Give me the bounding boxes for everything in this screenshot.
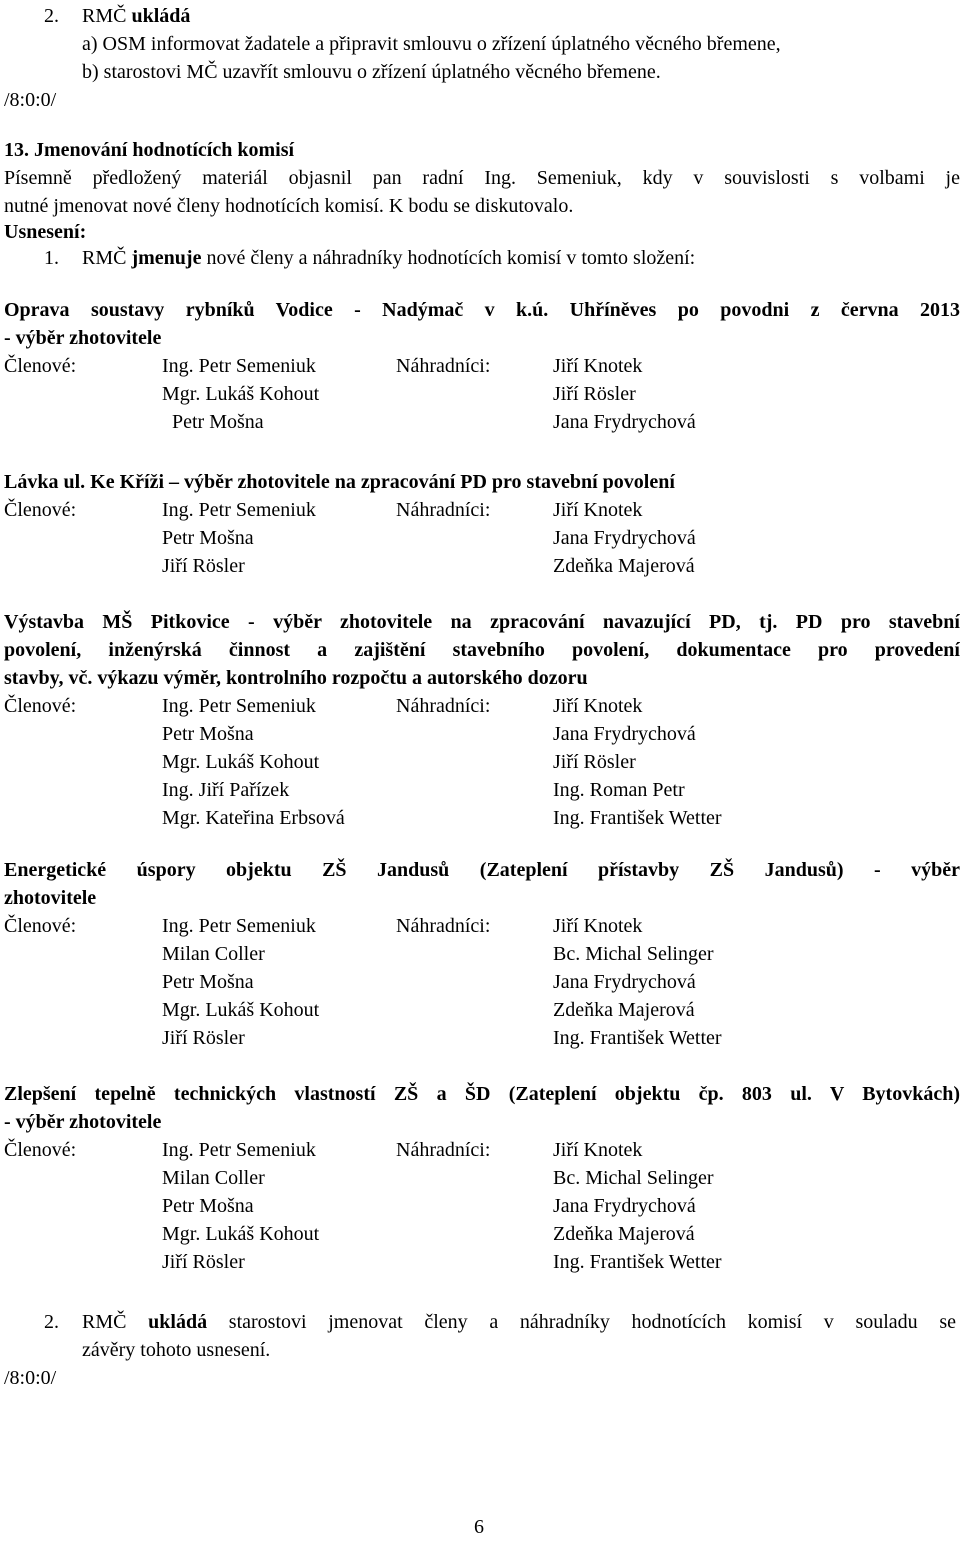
members-label: Členové: <box>4 499 77 521</box>
member-name: Ing. Jiří Pařízek <box>162 779 290 801</box>
commission-title-line: povolení, inženýrská činnost a zajištění stavebního povolení, dokumentace pro provedení <box>4 639 960 661</box>
members-label: Členové: <box>4 355 77 377</box>
member-name: Ing. Petr Semeniuk <box>162 499 316 521</box>
substitutes-label: Náhradníci: <box>396 695 491 717</box>
substitute-name: Bc. Michal Selinger <box>553 943 714 965</box>
member-name: Milan Coller <box>162 1167 265 1189</box>
substitutes-label: Náhradníci: <box>396 915 491 937</box>
substitute-name: Jiří Rösler <box>553 383 636 405</box>
member-name: Mgr. Lukáš Kohout <box>162 383 320 405</box>
intro-line-2: nutné jmenovat nové členy hodnotících komisí. K bodu se diskutovalo. <box>4 195 574 217</box>
item2-line-2: závěry tohoto usnesení. <box>82 1339 271 1361</box>
substitutes-label: Náhradníci: <box>396 355 491 377</box>
substitute-name: Jana Frydrychová <box>553 527 696 549</box>
substitute-name: Ing. František Wetter <box>553 807 722 829</box>
member-name: Ing. Petr Semeniuk <box>162 695 316 717</box>
section-title: 13. Jmenování hodnotících komisí <box>4 139 295 161</box>
substitute-name: Zdeňka Majerová <box>553 999 695 1021</box>
member-name: Mgr. Lukáš Kohout <box>162 751 320 773</box>
top-item-number: 2. <box>44 5 59 27</box>
substitute-name: Jana Frydrychová <box>553 411 696 433</box>
member-name: Petr Mošna <box>162 527 254 549</box>
members-label: Členové: <box>4 915 77 937</box>
page-number: 6 <box>474 1516 484 1538</box>
substitute-name: Jana Frydrychová <box>553 1195 696 1217</box>
member-name: Petr Mošna <box>162 411 264 433</box>
usneseni-label: Usnesení: <box>4 221 87 243</box>
commission-title-line: - výběr zhotovitele <box>4 327 162 349</box>
substitute-name: Jiří Knotek <box>553 915 643 937</box>
substitute-name: Ing. František Wetter <box>553 1251 722 1273</box>
commission-title-line: Zlepšení tepelně technických vlastností ZŠ a ŠD (Zateplení objektu čp. 803 ul. V Bytovkách) <box>4 1083 960 1105</box>
item2-line-1 <box>82 1310 956 1334</box>
member-name: Petr Mošna <box>162 1195 254 1217</box>
member-name: Ing. Petr Semeniuk <box>162 915 316 937</box>
member-name: Jiří Rösler <box>162 1027 245 1049</box>
substitute-name: Ing. Roman Petr <box>553 779 685 801</box>
member-name: Mgr. Lukáš Kohout <box>162 999 320 1021</box>
member-name: Milan Coller <box>162 943 265 965</box>
item2-rmc: RMČ <box>82 1311 127 1333</box>
commission-title-line: Energetické úspory objektu ZŠ Jandusů (Zateplení přístavby ZŠ Jandusů) - výběr <box>4 859 960 881</box>
substitutes-label: Náhradníci: <box>396 499 491 521</box>
commission-title-line: stavby, vč. výkazu výměr, kontrolního rozpočtu a autorského dozoru <box>4 667 588 689</box>
item1-number: 1. <box>44 247 59 269</box>
member-name: Jiří Rösler <box>162 1251 245 1273</box>
member-name: Jiří Rösler <box>162 555 245 577</box>
substitute-name: Jiří Knotek <box>553 1139 643 1161</box>
member-name: Ing. Petr Semeniuk <box>162 1139 316 1161</box>
substitute-name: Ing. František Wetter <box>553 1027 722 1049</box>
substitute-name: Bc. Michal Selinger <box>553 1167 714 1189</box>
item1-text <box>82 246 695 270</box>
item2-number: 2. <box>44 1311 59 1333</box>
top-line-b: b) starostovi MČ uzavřít smlouvu o zřízení úplatného věcného břemene. <box>82 61 661 83</box>
item1-rest: nové členy a náhradníky hodnotících komisí v tomto složení: <box>206 247 696 269</box>
top-resolution-heading <box>82 4 190 28</box>
item2-text-1: starostovi jmenovat členy a náhradníky hodnotících komisí v souladu se <box>228 1311 957 1333</box>
substitute-name: Jana Frydrychová <box>553 971 696 993</box>
substitute-name: Zdeňka Majerová <box>553 555 695 577</box>
commission-title-line: Lávka ul. Ke Kříži – výběr zhotovitele na zpracování PD pro stavební povolení <box>4 471 675 493</box>
substitutes-label: Náhradníci: <box>396 1139 491 1161</box>
member-name: Ing. Petr Semeniuk <box>162 355 316 377</box>
member-name: Mgr. Lukáš Kohout <box>162 1223 320 1245</box>
member-name: Mgr. Kateřina Erbsová <box>162 807 345 829</box>
item2-vote: /8:0:0/ <box>4 1367 57 1389</box>
members-label: Členové: <box>4 1139 77 1161</box>
top-vote: /8:0:0/ <box>4 89 57 111</box>
commission-title-line: zhotovitele <box>4 887 97 909</box>
item1-verb: jmenuje <box>131 247 202 269</box>
substitute-name: Jiří Rösler <box>553 751 636 773</box>
member-name: Petr Mošna <box>162 971 254 993</box>
members-label: Členové: <box>4 695 77 717</box>
substitute-name: Jiří Knotek <box>553 355 643 377</box>
substitute-name: Jiří Knotek <box>553 695 643 717</box>
item1-rmc: RMČ <box>82 247 127 269</box>
substitute-name: Jiří Knotek <box>553 499 643 521</box>
commission-title-line: - výběr zhotovitele <box>4 1111 162 1133</box>
member-name: Petr Mošna <box>162 723 254 745</box>
commission-title-line: Výstavba MŠ Pitkovice - výběr zhotovitele na zpracování navazující PD, tj. PD pro stavební <box>4 611 960 633</box>
top-rmc: RMČ <box>82 5 127 27</box>
top-line-a: a) OSM informovat žadatele a připravit smlouvu o zřízení úplatného věcného břemene, <box>82 33 781 55</box>
intro-line-1: Písemně předložený materiál objasnil pan radní Ing. Semeniuk, kdy v souvislosti s volbami je <box>4 167 960 189</box>
top-verb: ukládá <box>131 5 191 27</box>
substitute-name: Jana Frydrychová <box>553 723 696 745</box>
substitute-name: Zdeňka Majerová <box>553 1223 695 1245</box>
item2-verb: ukládá <box>148 1311 208 1333</box>
commission-title-line: Oprava soustavy rybníků Vodice - Nadýmač v k.ú. Uhříněves po povodni z června 2013 <box>4 299 960 321</box>
